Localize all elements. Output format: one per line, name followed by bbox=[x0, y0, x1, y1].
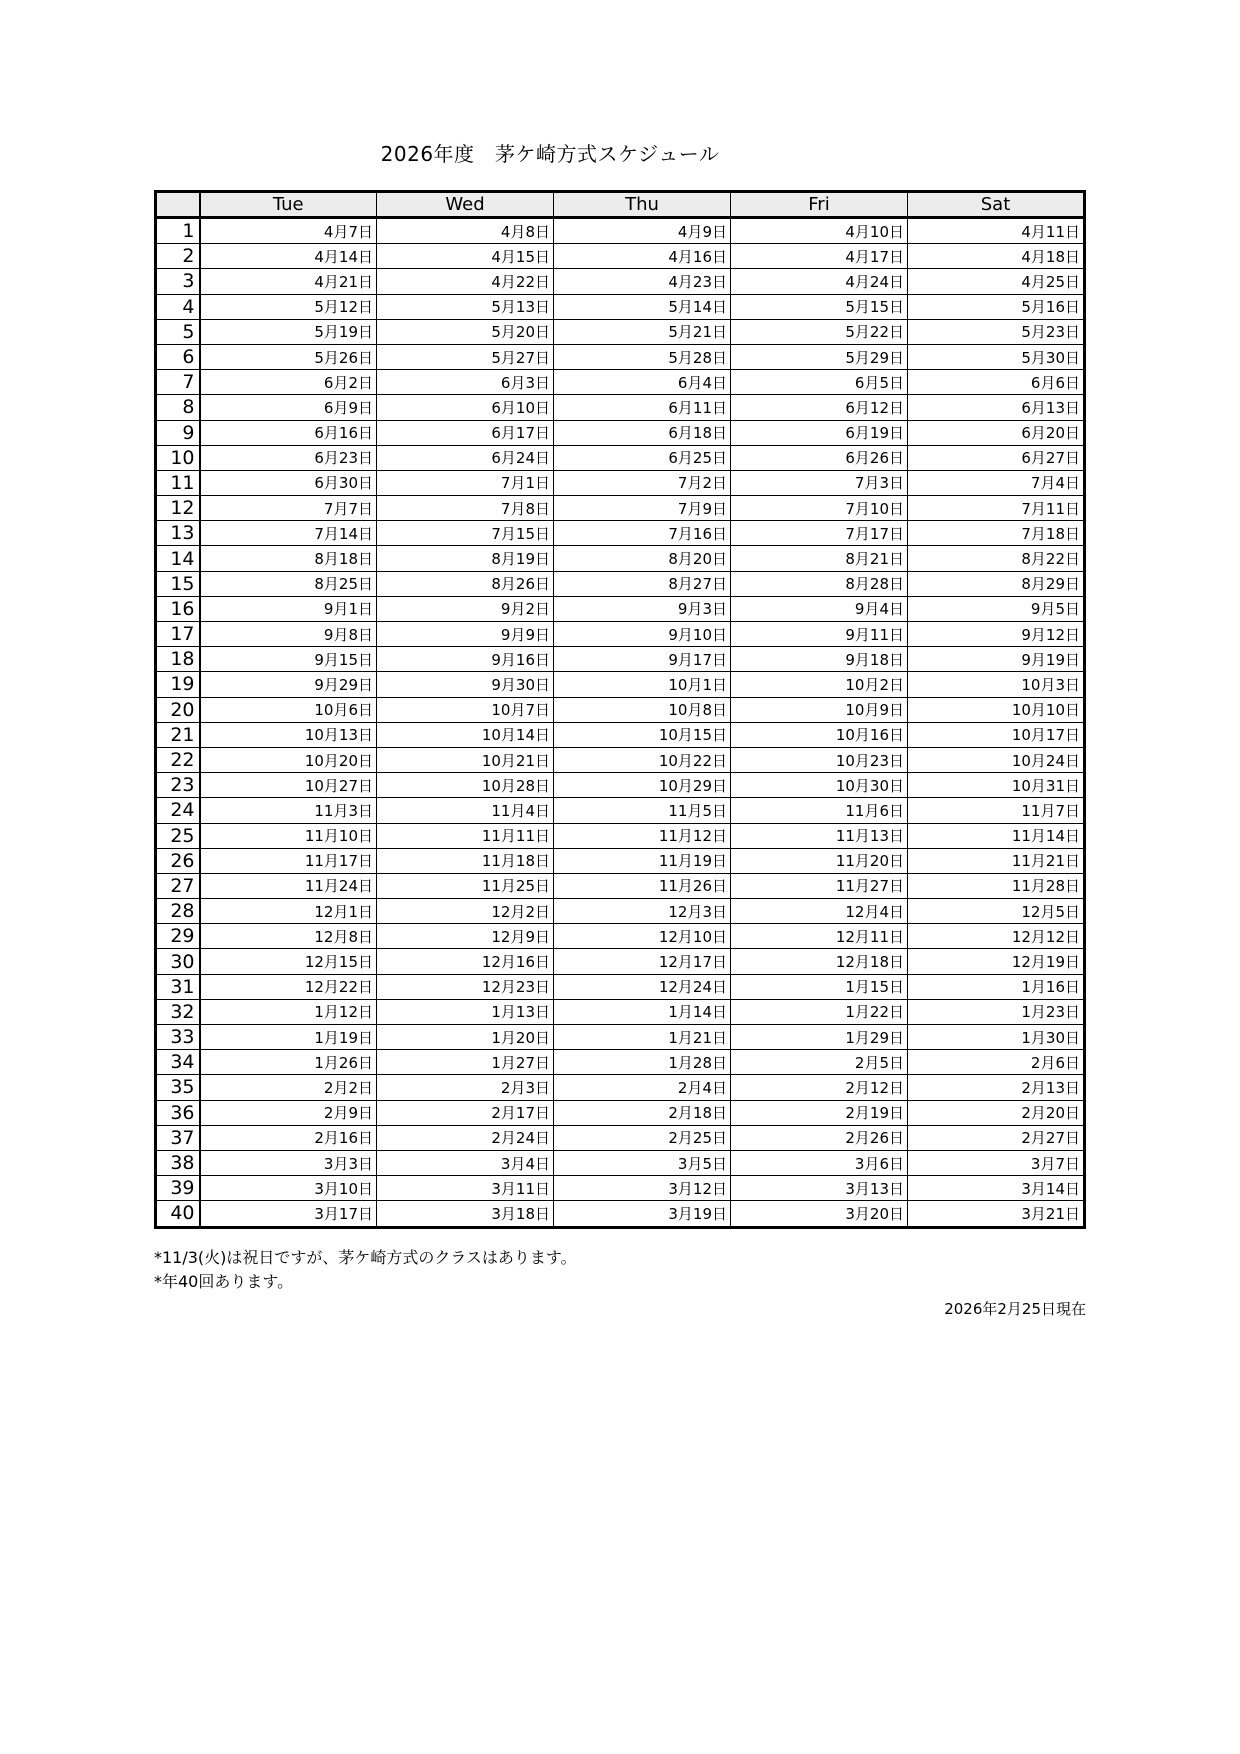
row-number: 40 bbox=[156, 1201, 200, 1227]
date-cell: 11月13日 bbox=[731, 823, 908, 848]
date-cell: 2月2日 bbox=[200, 1075, 377, 1100]
date-cell: 4月10日 bbox=[731, 218, 908, 244]
date-cell: 6月19日 bbox=[731, 420, 908, 445]
table-row bbox=[156, 747, 1085, 772]
date-cell: 10月30日 bbox=[731, 773, 908, 798]
date-cell: 11月28日 bbox=[908, 873, 1085, 898]
table-row bbox=[156, 949, 1085, 974]
date-cell: 12月3日 bbox=[554, 899, 731, 924]
date-cell: 3月20日 bbox=[731, 1201, 908, 1227]
date-cell: 9月15日 bbox=[200, 647, 377, 672]
date-cell: 10月21日 bbox=[377, 747, 554, 772]
schedule-table bbox=[154, 190, 1086, 1229]
row-number: 7 bbox=[156, 370, 200, 395]
table-row bbox=[156, 999, 1085, 1024]
row-number: 4 bbox=[156, 294, 200, 319]
date-cell: 4月25日 bbox=[908, 269, 1085, 294]
date-cell: 11月11日 bbox=[377, 823, 554, 848]
row-number: 29 bbox=[156, 924, 200, 949]
date-cell: 8月18日 bbox=[200, 546, 377, 571]
date-cell: 3月5日 bbox=[554, 1150, 731, 1175]
date-cell: 4月7日 bbox=[200, 218, 377, 244]
table-row bbox=[156, 823, 1085, 848]
table-row bbox=[156, 319, 1085, 344]
row-number: 33 bbox=[156, 1025, 200, 1050]
date-cell: 8月28日 bbox=[731, 571, 908, 596]
table-row bbox=[156, 1125, 1085, 1150]
date-cell: 9月29日 bbox=[200, 672, 377, 697]
date-cell: 6月20日 bbox=[908, 420, 1085, 445]
row-number: 24 bbox=[156, 798, 200, 823]
date-cell: 8月25日 bbox=[200, 571, 377, 596]
date-cell: 7月8日 bbox=[377, 496, 554, 521]
date-cell: 8月26日 bbox=[377, 571, 554, 596]
date-cell: 6月2日 bbox=[200, 370, 377, 395]
date-cell: 1月20日 bbox=[377, 1025, 554, 1050]
table-row bbox=[156, 395, 1085, 420]
date-cell: 5月12日 bbox=[200, 294, 377, 319]
date-cell: 9月1日 bbox=[200, 596, 377, 621]
date-cell: 7月14日 bbox=[200, 521, 377, 546]
header-row bbox=[156, 192, 1085, 218]
date-cell: 2月26日 bbox=[731, 1125, 908, 1150]
date-cell: 7月7日 bbox=[200, 496, 377, 521]
table-row bbox=[156, 873, 1085, 898]
row-number: 31 bbox=[156, 974, 200, 999]
row-number: 34 bbox=[156, 1050, 200, 1075]
table-row bbox=[156, 722, 1085, 747]
date-cell: 12月11日 bbox=[731, 924, 908, 949]
table-row bbox=[156, 445, 1085, 470]
date-cell: 4月21日 bbox=[200, 269, 377, 294]
row-number: 17 bbox=[156, 622, 200, 647]
date-cell: 6月24日 bbox=[377, 445, 554, 470]
row-number: 16 bbox=[156, 596, 200, 621]
date-cell: 12月19日 bbox=[908, 949, 1085, 974]
date-cell: 11月14日 bbox=[908, 823, 1085, 848]
date-cell: 4月11日 bbox=[908, 218, 1085, 244]
date-cell: 2月16日 bbox=[200, 1125, 377, 1150]
row-number: 8 bbox=[156, 395, 200, 420]
row-number: 3 bbox=[156, 269, 200, 294]
date-cell: 10月22日 bbox=[554, 747, 731, 772]
table-row bbox=[156, 697, 1085, 722]
date-cell: 11月4日 bbox=[377, 798, 554, 823]
note-count: *年40回あります。 bbox=[154, 1272, 294, 1291]
row-number: 5 bbox=[156, 319, 200, 344]
date-cell: 5月30日 bbox=[908, 344, 1085, 369]
date-cell: 6月18日 bbox=[554, 420, 731, 445]
date-cell: 2月9日 bbox=[200, 1100, 377, 1125]
date-cell: 12月10日 bbox=[554, 924, 731, 949]
date-cell: 9月10日 bbox=[554, 622, 731, 647]
date-cell: 9月2日 bbox=[377, 596, 554, 621]
date-cell: 11月6日 bbox=[731, 798, 908, 823]
date-cell: 3月13日 bbox=[731, 1176, 908, 1201]
table-row bbox=[156, 899, 1085, 924]
date-cell: 5月27日 bbox=[377, 344, 554, 369]
date-cell: 7月15日 bbox=[377, 521, 554, 546]
date-cell: 6月17日 bbox=[377, 420, 554, 445]
table-row bbox=[156, 344, 1085, 369]
table-row bbox=[156, 974, 1085, 999]
date-cell: 10月7日 bbox=[377, 697, 554, 722]
date-cell: 8月22日 bbox=[908, 546, 1085, 571]
date-cell: 7月3日 bbox=[731, 470, 908, 495]
table-row bbox=[156, 1176, 1085, 1201]
table-row bbox=[156, 1050, 1085, 1075]
table-row bbox=[156, 496, 1085, 521]
date-cell: 11月17日 bbox=[200, 848, 377, 873]
header-fri: Fri bbox=[731, 192, 908, 218]
date-cell: 6月27日 bbox=[908, 445, 1085, 470]
date-cell: 2月5日 bbox=[731, 1050, 908, 1075]
date-cell: 10月1日 bbox=[554, 672, 731, 697]
date-cell: 12月23日 bbox=[377, 974, 554, 999]
date-cell: 8月20日 bbox=[554, 546, 731, 571]
date-cell: 7月18日 bbox=[908, 521, 1085, 546]
date-cell: 6月11日 bbox=[554, 395, 731, 420]
date-cell: 11月21日 bbox=[908, 848, 1085, 873]
row-number: 14 bbox=[156, 546, 200, 571]
table-row bbox=[156, 294, 1085, 319]
table-row bbox=[156, 1075, 1085, 1100]
date-cell: 5月28日 bbox=[554, 344, 731, 369]
row-number: 13 bbox=[156, 521, 200, 546]
table-row bbox=[156, 1150, 1085, 1175]
date-cell: 7月11日 bbox=[908, 496, 1085, 521]
date-cell: 12月5日 bbox=[908, 899, 1085, 924]
row-number: 32 bbox=[156, 999, 200, 1024]
date-cell: 8月19日 bbox=[377, 546, 554, 571]
date-cell: 2月24日 bbox=[377, 1125, 554, 1150]
date-cell: 5月29日 bbox=[731, 344, 908, 369]
date-cell: 9月30日 bbox=[377, 672, 554, 697]
date-cell: 3月4日 bbox=[377, 1150, 554, 1175]
table-row bbox=[156, 773, 1085, 798]
date-cell: 10月27日 bbox=[200, 773, 377, 798]
date-cell: 5月21日 bbox=[554, 319, 731, 344]
row-number: 2 bbox=[156, 244, 200, 269]
date-cell: 11月7日 bbox=[908, 798, 1085, 823]
date-cell: 3月21日 bbox=[908, 1201, 1085, 1227]
date-cell: 1月28日 bbox=[554, 1050, 731, 1075]
date-cell: 10月6日 bbox=[200, 697, 377, 722]
date-cell: 6月30日 bbox=[200, 470, 377, 495]
date-cell: 11月12日 bbox=[554, 823, 731, 848]
date-cell: 1月29日 bbox=[731, 1025, 908, 1050]
date-cell: 4月14日 bbox=[200, 244, 377, 269]
table-row bbox=[156, 546, 1085, 571]
date-cell: 3月17日 bbox=[200, 1201, 377, 1227]
date-cell: 9月19日 bbox=[908, 647, 1085, 672]
date-cell: 10月29日 bbox=[554, 773, 731, 798]
date-cell: 12月4日 bbox=[731, 899, 908, 924]
date-cell: 3月14日 bbox=[908, 1176, 1085, 1201]
table-row bbox=[156, 596, 1085, 621]
row-number: 37 bbox=[156, 1125, 200, 1150]
as-of-date: 2026年2月25日現在 bbox=[944, 1300, 1086, 1318]
date-cell: 10月16日 bbox=[731, 722, 908, 747]
date-cell: 12月18日 bbox=[731, 949, 908, 974]
date-cell: 10月17日 bbox=[908, 722, 1085, 747]
date-cell: 3月11日 bbox=[377, 1176, 554, 1201]
date-cell: 2月19日 bbox=[731, 1100, 908, 1125]
table-row bbox=[156, 470, 1085, 495]
date-cell: 4月23日 bbox=[554, 269, 731, 294]
date-cell: 3月18日 bbox=[377, 1201, 554, 1227]
date-cell: 2月6日 bbox=[908, 1050, 1085, 1075]
date-cell: 5月23日 bbox=[908, 319, 1085, 344]
date-cell: 6月12日 bbox=[731, 395, 908, 420]
date-cell: 10月31日 bbox=[908, 773, 1085, 798]
table-row bbox=[156, 647, 1085, 672]
row-number: 9 bbox=[156, 420, 200, 445]
date-cell: 9月8日 bbox=[200, 622, 377, 647]
date-cell: 9月11日 bbox=[731, 622, 908, 647]
date-cell: 12月1日 bbox=[200, 899, 377, 924]
date-cell: 9月5日 bbox=[908, 596, 1085, 621]
date-cell: 4月16日 bbox=[554, 244, 731, 269]
header-sat: Sat bbox=[908, 192, 1085, 218]
date-cell: 12月2日 bbox=[377, 899, 554, 924]
date-cell: 1月22日 bbox=[731, 999, 908, 1024]
date-cell: 10月2日 bbox=[731, 672, 908, 697]
header-thu: Thu bbox=[554, 192, 731, 218]
date-cell: 2月20日 bbox=[908, 1100, 1085, 1125]
date-cell: 6月3日 bbox=[377, 370, 554, 395]
date-cell: 1月21日 bbox=[554, 1025, 731, 1050]
date-cell: 9月3日 bbox=[554, 596, 731, 621]
table-row bbox=[156, 269, 1085, 294]
date-cell: 11月20日 bbox=[731, 848, 908, 873]
date-cell: 10月24日 bbox=[908, 747, 1085, 772]
row-number: 23 bbox=[156, 773, 200, 798]
table-row bbox=[156, 370, 1085, 395]
date-cell: 10月14日 bbox=[377, 722, 554, 747]
date-cell: 2月13日 bbox=[908, 1075, 1085, 1100]
row-number: 11 bbox=[156, 470, 200, 495]
date-cell: 9月12日 bbox=[908, 622, 1085, 647]
row-number: 6 bbox=[156, 344, 200, 369]
date-cell: 11月5日 bbox=[554, 798, 731, 823]
table-row bbox=[156, 848, 1085, 873]
date-cell: 7月2日 bbox=[554, 470, 731, 495]
row-number: 21 bbox=[156, 722, 200, 747]
date-cell: 9月17日 bbox=[554, 647, 731, 672]
date-cell: 5月13日 bbox=[377, 294, 554, 319]
date-cell: 8月21日 bbox=[731, 546, 908, 571]
date-cell: 3月19日 bbox=[554, 1201, 731, 1227]
date-cell: 4月22日 bbox=[377, 269, 554, 294]
date-cell: 11月18日 bbox=[377, 848, 554, 873]
date-cell: 3月3日 bbox=[200, 1150, 377, 1175]
header-tue: Tue bbox=[200, 192, 377, 218]
table-row bbox=[156, 218, 1085, 244]
date-cell: 4月18日 bbox=[908, 244, 1085, 269]
date-cell: 2月12日 bbox=[731, 1075, 908, 1100]
date-cell: 2月18日 bbox=[554, 1100, 731, 1125]
date-cell: 1月13日 bbox=[377, 999, 554, 1024]
date-cell: 2月25日 bbox=[554, 1125, 731, 1150]
date-cell: 3月12日 bbox=[554, 1176, 731, 1201]
date-cell: 6月23日 bbox=[200, 445, 377, 470]
date-cell: 4月9日 bbox=[554, 218, 731, 244]
table-row bbox=[156, 672, 1085, 697]
date-cell: 6月10日 bbox=[377, 395, 554, 420]
date-cell: 1月16日 bbox=[908, 974, 1085, 999]
date-cell: 7月1日 bbox=[377, 470, 554, 495]
date-cell: 11月24日 bbox=[200, 873, 377, 898]
table-row bbox=[156, 622, 1085, 647]
date-cell: 2月27日 bbox=[908, 1125, 1085, 1150]
table-row bbox=[156, 1025, 1085, 1050]
date-cell: 6月26日 bbox=[731, 445, 908, 470]
date-cell: 11月19日 bbox=[554, 848, 731, 873]
date-cell: 10月10日 bbox=[908, 697, 1085, 722]
note-holiday: *11/3(火)は祝日ですが、茅ケ崎方式のクラスはあります。 bbox=[154, 1248, 577, 1267]
date-cell: 9月4日 bbox=[731, 596, 908, 621]
date-cell: 6月16日 bbox=[200, 420, 377, 445]
date-cell: 10月13日 bbox=[200, 722, 377, 747]
date-cell: 8月29日 bbox=[908, 571, 1085, 596]
date-cell: 1月27日 bbox=[377, 1050, 554, 1075]
row-number: 18 bbox=[156, 647, 200, 672]
date-cell: 9月9日 bbox=[377, 622, 554, 647]
row-number: 22 bbox=[156, 747, 200, 772]
row-number: 38 bbox=[156, 1150, 200, 1175]
table-row bbox=[156, 798, 1085, 823]
date-cell: 12月8日 bbox=[200, 924, 377, 949]
row-number: 39 bbox=[156, 1176, 200, 1201]
date-cell: 10月3日 bbox=[908, 672, 1085, 697]
date-cell: 6月9日 bbox=[200, 395, 377, 420]
date-cell: 12月15日 bbox=[200, 949, 377, 974]
row-number: 20 bbox=[156, 697, 200, 722]
date-cell: 5月22日 bbox=[731, 319, 908, 344]
date-cell: 7月16日 bbox=[554, 521, 731, 546]
row-number: 36 bbox=[156, 1100, 200, 1125]
date-cell: 7月9日 bbox=[554, 496, 731, 521]
date-cell: 10月9日 bbox=[731, 697, 908, 722]
row-number: 26 bbox=[156, 848, 200, 873]
date-cell: 7月4日 bbox=[908, 470, 1085, 495]
date-cell: 1月26日 bbox=[200, 1050, 377, 1075]
row-number: 15 bbox=[156, 571, 200, 596]
date-cell: 6月4日 bbox=[554, 370, 731, 395]
date-cell: 2月17日 bbox=[377, 1100, 554, 1125]
date-cell: 1月19日 bbox=[200, 1025, 377, 1050]
date-cell: 4月8日 bbox=[377, 218, 554, 244]
date-cell: 5月19日 bbox=[200, 319, 377, 344]
date-cell: 2月4日 bbox=[554, 1075, 731, 1100]
notes bbox=[154, 1246, 577, 1294]
date-cell: 4月17日 bbox=[731, 244, 908, 269]
date-cell: 6月5日 bbox=[731, 370, 908, 395]
header-number bbox=[156, 192, 200, 218]
date-cell: 6月6日 bbox=[908, 370, 1085, 395]
date-cell: 4月24日 bbox=[731, 269, 908, 294]
date-cell: 10月20日 bbox=[200, 747, 377, 772]
date-cell: 9月18日 bbox=[731, 647, 908, 672]
date-cell: 10月23日 bbox=[731, 747, 908, 772]
row-number: 28 bbox=[156, 899, 200, 924]
date-cell: 12月22日 bbox=[200, 974, 377, 999]
date-cell: 9月16日 bbox=[377, 647, 554, 672]
date-cell: 5月15日 bbox=[731, 294, 908, 319]
date-cell: 1月30日 bbox=[908, 1025, 1085, 1050]
date-cell: 5月14日 bbox=[554, 294, 731, 319]
date-cell: 6月25日 bbox=[554, 445, 731, 470]
row-number: 27 bbox=[156, 873, 200, 898]
date-cell: 11月3日 bbox=[200, 798, 377, 823]
row-number: 10 bbox=[156, 445, 200, 470]
date-cell: 7月10日 bbox=[731, 496, 908, 521]
table-row bbox=[156, 521, 1085, 546]
date-cell: 12月12日 bbox=[908, 924, 1085, 949]
date-cell: 6月13日 bbox=[908, 395, 1085, 420]
table-row bbox=[156, 244, 1085, 269]
date-cell: 3月10日 bbox=[200, 1176, 377, 1201]
row-number: 12 bbox=[156, 496, 200, 521]
date-cell: 4月15日 bbox=[377, 244, 554, 269]
table-row bbox=[156, 924, 1085, 949]
date-cell: 10月28日 bbox=[377, 773, 554, 798]
date-cell: 8月27日 bbox=[554, 571, 731, 596]
date-cell: 1月15日 bbox=[731, 974, 908, 999]
date-cell: 10月15日 bbox=[554, 722, 731, 747]
row-number: 25 bbox=[156, 823, 200, 848]
date-cell: 3月6日 bbox=[731, 1150, 908, 1175]
date-cell: 10月8日 bbox=[554, 697, 731, 722]
page-title: 2026年度 茅ケ崎方式スケジュール bbox=[380, 142, 720, 166]
table-row bbox=[156, 1201, 1085, 1227]
date-cell: 5月16日 bbox=[908, 294, 1085, 319]
date-cell: 11月27日 bbox=[731, 873, 908, 898]
table-row bbox=[156, 1100, 1085, 1125]
date-cell: 5月20日 bbox=[377, 319, 554, 344]
date-cell: 11月26日 bbox=[554, 873, 731, 898]
date-cell: 12月24日 bbox=[554, 974, 731, 999]
row-number: 30 bbox=[156, 949, 200, 974]
date-cell: 1月23日 bbox=[908, 999, 1085, 1024]
date-cell: 7月17日 bbox=[731, 521, 908, 546]
date-cell: 5月26日 bbox=[200, 344, 377, 369]
date-cell: 2月3日 bbox=[377, 1075, 554, 1100]
date-cell: 11月25日 bbox=[377, 873, 554, 898]
date-cell: 11月10日 bbox=[200, 823, 377, 848]
date-cell: 12月16日 bbox=[377, 949, 554, 974]
row-number: 35 bbox=[156, 1075, 200, 1100]
date-cell: 3月7日 bbox=[908, 1150, 1085, 1175]
header-wed: Wed bbox=[377, 192, 554, 218]
date-cell: 1月14日 bbox=[554, 999, 731, 1024]
row-number: 19 bbox=[156, 672, 200, 697]
table-row bbox=[156, 420, 1085, 445]
date-cell: 12月17日 bbox=[554, 949, 731, 974]
date-cell: 1月12日 bbox=[200, 999, 377, 1024]
table-row bbox=[156, 571, 1085, 596]
schedule-body bbox=[156, 218, 1085, 1228]
date-cell: 12月9日 bbox=[377, 924, 554, 949]
row-number: 1 bbox=[156, 218, 200, 244]
